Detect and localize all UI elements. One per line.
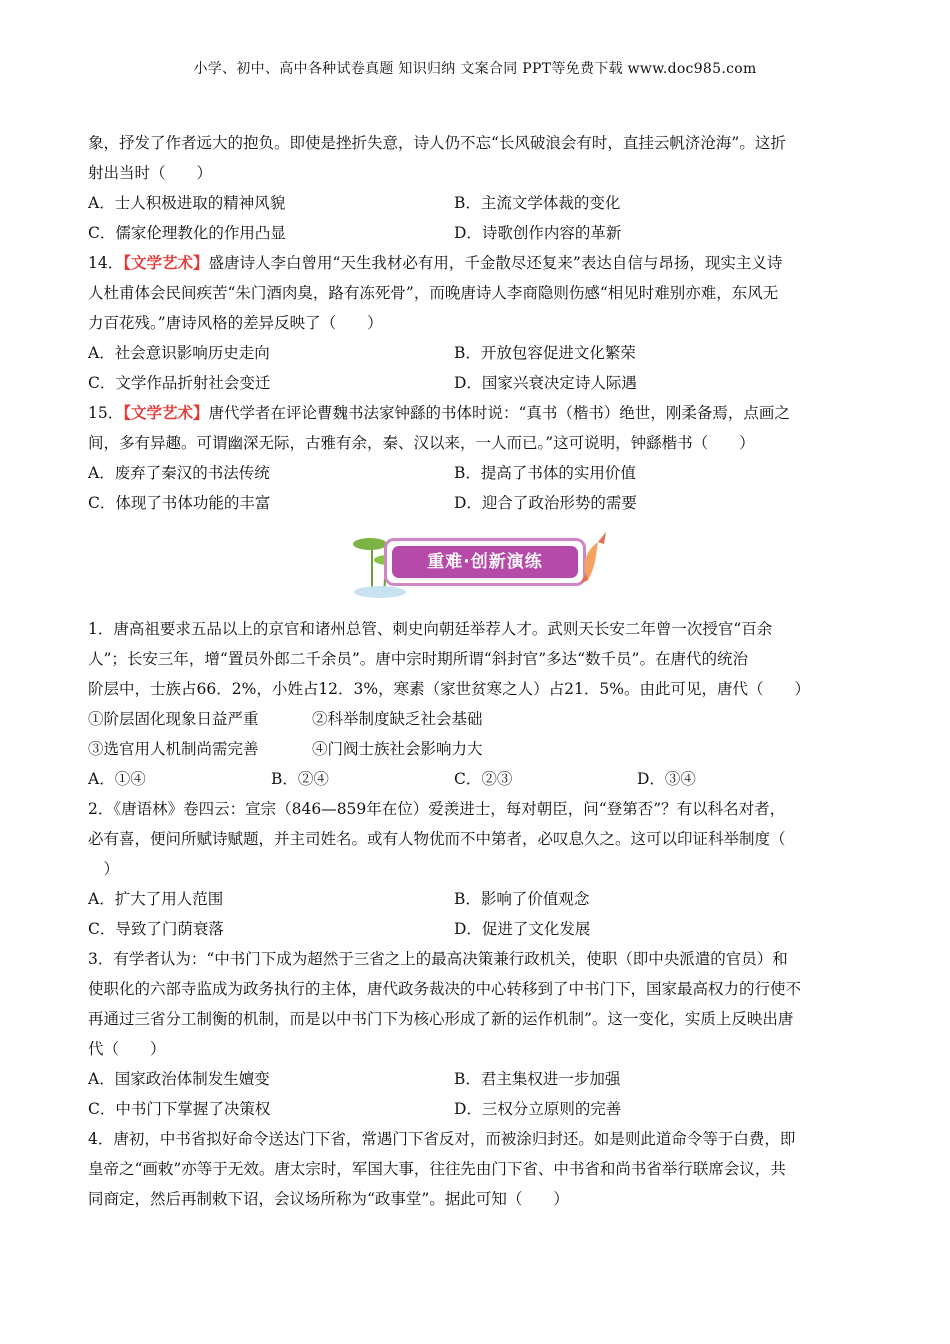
practice-question-4 bbox=[88, 1124, 868, 1214]
section-title-frame bbox=[384, 538, 586, 586]
question-text-line: 再通过三省分工制衡的机制，而是以中书门下为核心形成了新的运作机制”。这一变化，实质上反映出唐 bbox=[88, 1010, 794, 1028]
options-row bbox=[88, 188, 868, 218]
question-text-line: 人”；长安三年，增“置员外郎二千余员”。唐中宗时期所谓“斜封官”多达“数千员”。在唐代的统治 bbox=[88, 650, 748, 668]
option-c[interactable]: C．文学作品折射社会变迁 bbox=[88, 374, 271, 392]
section-banner bbox=[88, 526, 868, 600]
option-c[interactable]: C．导致了门荫衰落 bbox=[88, 920, 224, 938]
option-a[interactable]: A．扩大了用人范围 bbox=[88, 890, 224, 908]
question-text-line: 3．有学者认为：“中书门下成为超然于三省之上的最高决策兼行政机关，使职（即中央派遣的官员）和 bbox=[88, 950, 788, 968]
option-c[interactable]: C．体现了书体功能的丰富 bbox=[88, 494, 271, 512]
category-tag: 【文学艺术】 bbox=[123, 403, 209, 422]
question-text-line: 同商定，然后再制敕下诏，会议场所称为“政事堂”。据此可知（ ） bbox=[88, 1190, 569, 1208]
question-text-line: ） bbox=[88, 860, 120, 878]
statement-3: ③选官用人机制尚需完善 bbox=[88, 740, 259, 758]
question-13 bbox=[88, 128, 868, 248]
question-text-line: 间，多有异趣。可谓幽深无际，古雅有余，秦、汉以来，一人而已。”这可说明，钟繇楷书（ ） bbox=[88, 434, 755, 452]
statements-row bbox=[88, 704, 868, 734]
question-text-line: 射出当时（ ） bbox=[88, 164, 213, 182]
option-a[interactable]: A．①④ bbox=[88, 770, 146, 788]
options-row bbox=[88, 368, 868, 398]
option-c[interactable]: C．儒家伦理教化的作用凸显 bbox=[88, 224, 286, 242]
option-d[interactable]: D．国家兴衰决定诗人际遇 bbox=[454, 374, 637, 392]
question-text: 盛唐诗人李白曾用“天生我材必有用，千金散尽还复来”表达自信与昂扬，现实主义诗 bbox=[208, 254, 783, 272]
option-a[interactable]: A．士人积极进取的精神风貌 bbox=[88, 194, 286, 212]
category-tag: 【文学艺术】 bbox=[123, 253, 209, 272]
koi-fish-icon bbox=[574, 530, 614, 586]
option-d[interactable]: D．迎合了政治形势的需要 bbox=[454, 494, 637, 512]
option-d[interactable]: D．促进了文化发展 bbox=[454, 920, 591, 938]
question-text-line: 使职化的六部寺监成为政务执行的主体，唐代政务裁决的中心转移到了中书门下，国家最高权力的行使不 bbox=[88, 980, 802, 998]
option-b[interactable]: B．②④ bbox=[271, 770, 329, 788]
question-text-line: 皇帝之“画敕”亦等于无效。唐太宗时，军国大事，往往先由门下省、中书省和尚书省举行联席会议，共 bbox=[88, 1160, 786, 1178]
practice-question-2 bbox=[88, 794, 868, 944]
practice-question-3 bbox=[88, 944, 868, 1124]
question-number: 14． bbox=[88, 254, 124, 272]
option-a[interactable]: A．废弃了秦汉的书法传统 bbox=[88, 464, 270, 482]
question-text-line: 阶层中，士族占66．2%，小姓占12．3%，寒素（家世贫寒之人）占21．5%。由此可见，唐代（ ） bbox=[88, 680, 810, 698]
question-text-line: 力百花残。”唐诗风格的差异反映了（ ） bbox=[88, 314, 383, 332]
question-text-line: 2．《唐语林》卷四云：宣宗（846—859年在位）爱羡进士，每对朝臣，问“登第否”？有以科名对者， bbox=[88, 800, 786, 818]
options-row bbox=[88, 1064, 868, 1094]
option-d[interactable]: D．诗歌创作内容的革新 bbox=[454, 224, 622, 242]
question-text-line: 1．唐高祖要求五品以上的京官和诸州总管、刺史向朝廷举荐人才。武则天长安二年曾一次授官“百余 bbox=[88, 620, 773, 638]
statement-2: ②科举制度缺乏社会基础 bbox=[312, 710, 483, 728]
options-row bbox=[88, 884, 868, 914]
document-body bbox=[88, 128, 868, 1214]
options-row bbox=[88, 338, 868, 368]
options-row bbox=[88, 1094, 868, 1124]
options-row bbox=[88, 218, 868, 248]
question-text-line bbox=[88, 248, 868, 278]
option-a[interactable]: A．国家政治体制发生嬗变 bbox=[88, 1070, 270, 1088]
statements-row bbox=[88, 734, 868, 764]
question-text-line bbox=[88, 398, 868, 428]
question-15 bbox=[88, 398, 868, 518]
option-a[interactable]: A．社会意识影响历史走向 bbox=[88, 344, 270, 362]
option-b[interactable]: B．君主集权进一步加强 bbox=[454, 1070, 621, 1088]
question-text-line: 必有喜，便问所赋诗赋题，并主司姓名。或有人物优而不中第者，必叹息久之。这可以印证科举制度（ bbox=[88, 830, 786, 848]
question-number: 15． bbox=[88, 404, 124, 422]
statement-1: ①阶层固化现象日益严重 bbox=[88, 710, 259, 728]
question-text-line: 4．唐初，中书省拟好命令送达门下省，常遇门下省反对，而被涂归封还。如是则此道命令等于白费，即 bbox=[88, 1130, 796, 1148]
page-header: 小学、初中、高中各种试卷真题 知识归纳 文案合同 PPT等免费下载 www.doc985.com bbox=[193, 61, 757, 77]
option-c[interactable]: C．中书门下掌握了决策权 bbox=[88, 1100, 271, 1118]
option-b[interactable]: B．主流文学体裁的变化 bbox=[454, 194, 621, 212]
option-b[interactable]: B．提高了书体的实用价值 bbox=[454, 464, 636, 482]
practice-question-1 bbox=[88, 614, 868, 794]
question-text: 唐代学者在评论曹魏书法家钟繇的书体时说：“真书（楷书）绝世，刚柔备焉，点画之 bbox=[208, 404, 790, 422]
option-d[interactable]: D．三权分立原则的完善 bbox=[454, 1100, 622, 1118]
option-d[interactable]: D．③④ bbox=[637, 770, 696, 788]
question-text-line: 代（ ） bbox=[88, 1040, 166, 1058]
options-row bbox=[88, 488, 868, 518]
statement-4: ④门阀士族社会影响力大 bbox=[312, 740, 483, 758]
options-row bbox=[88, 458, 868, 488]
options-row bbox=[88, 914, 868, 944]
option-b[interactable]: B．影响了价值观念 bbox=[454, 890, 590, 908]
question-text-line: 人杜甫体会民间疾苦“朱门酒肉臭，路有冻死骨”，而晚唐诗人李商隐则伤感“相见时难别亦难，东风无 bbox=[88, 284, 779, 302]
question-14 bbox=[88, 248, 868, 398]
options-row bbox=[88, 764, 868, 794]
option-c[interactable]: C．②③ bbox=[454, 770, 513, 788]
section-title: 重难·创新演练 bbox=[392, 546, 578, 578]
option-b[interactable]: B．开放包容促进文化繁荣 bbox=[454, 344, 636, 362]
question-text-line: 象，抒发了作者远大的抱负。即使是挫折失意，诗人仍不忘“长风破浪会有时，直挂云帆济沧海”。这折 bbox=[88, 134, 786, 152]
